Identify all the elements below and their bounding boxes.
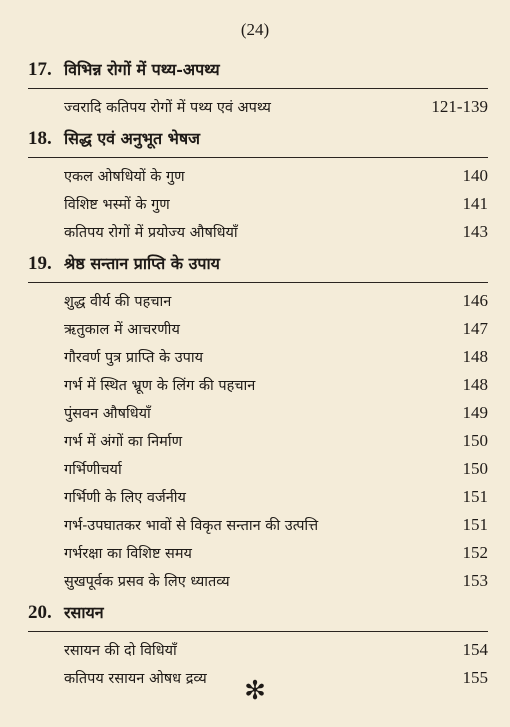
toc-entry [28,218,488,246]
entry-title: शुद्ध वीर्य की पहचान [64,294,172,310]
chapter-19 [28,252,488,595]
entry-title: गर्भ में अंगों का निर्माण [64,434,183,450]
chapter-heading [28,127,488,158]
entry-page: 151 [462,487,488,506]
entry-title: पुंसवन औषधियाँ [64,406,151,422]
toc-entry [28,287,488,315]
entry-page: 149 [462,403,488,422]
entry-title: गर्भिणी के लिए वर्जनीय [64,490,186,506]
toc-entry [28,483,488,511]
toc-entry [28,455,488,483]
toc-entry [28,427,488,455]
entry-title: ज्वरादि कतिपय रोगों में पथ्य एवं अपथ्य [64,100,271,116]
entry-page: 141 [462,194,488,213]
entry-page: 148 [462,347,488,366]
page-number: (24) [240,20,270,39]
entry-title: गौरवर्ण पुत्र प्राप्ति के उपाय [64,350,204,366]
chapter-number: 19. [28,253,52,274]
chapter-title: सिद्ध एवं अनुभूत भेषज [64,129,201,148]
entry-title: विशिष्ट भस्मों के गुण [64,197,170,213]
table-of-contents [28,58,488,698]
entry-title: रसायन की दो विधियाँ [64,643,177,659]
entry-page: 153 [462,571,488,590]
toc-entry [28,371,488,399]
toc-entry [28,315,488,343]
entry-page: 148 [462,375,488,394]
entry-page: 151 [462,515,488,534]
entry-title: कतिपय रोगों में प्रयोज्य औषधियाँ [64,225,238,241]
asterisk-ornament-icon: ✻ [244,676,266,706]
toc-entry [28,399,488,427]
toc-entry [28,162,488,190]
entry-page: 147 [462,319,488,338]
chapter-number: 17. [28,59,52,80]
entry-title: गर्भरक्षा का विशिष्ट समय [64,546,192,562]
toc-entry [28,511,488,539]
chapter-heading [28,252,488,283]
chapter-number: 20. [28,602,52,623]
toc-entry [28,636,488,664]
chapter-title: रसायन [64,603,104,622]
entry-page: 121-139 [431,97,488,116]
entry-title: ऋतुकाल में आचरणीय [64,322,180,338]
entry-page: 152 [462,543,488,562]
chapter-title: श्रेष्ठ सन्तान प्राप्ति के उपाय [64,254,220,273]
entry-page: 150 [462,459,488,478]
entry-page: 150 [462,431,488,450]
chapter-17 [28,58,488,121]
entry-page: 154 [462,640,488,659]
chapter-number: 18. [28,128,52,149]
entry-title: गर्भ-उपघातकर भावों से विकृत सन्तान की उत्पत्ति [64,518,319,534]
entry-page: 143 [462,222,488,241]
entry-page: 155 [462,668,488,687]
entry-page: 140 [462,166,488,185]
toc-entry [28,93,488,121]
toc-entry [28,190,488,218]
entry-title: एकल ओषधियों के गुण [64,169,185,185]
entry-title: कतिपय रसायन ओषध द्रव्य [64,671,207,687]
toc-entry [28,343,488,371]
entry-title: सुखपूर्वक प्रसव के लिए ध्यातव्य [64,574,230,590]
chapter-heading [28,58,488,89]
toc-entry [28,567,488,595]
entry-title: गर्भिणीचर्या [64,462,122,478]
chapter-18 [28,127,488,246]
entry-page: 146 [462,291,488,310]
chapter-title: विभिन्न रोगों में पथ्य-अपथ्य [64,60,220,79]
chapter-heading [28,601,488,632]
toc-entry [28,539,488,567]
entry-title: गर्भ में स्थित भ्रूण के लिंग की पहचान [64,378,256,394]
